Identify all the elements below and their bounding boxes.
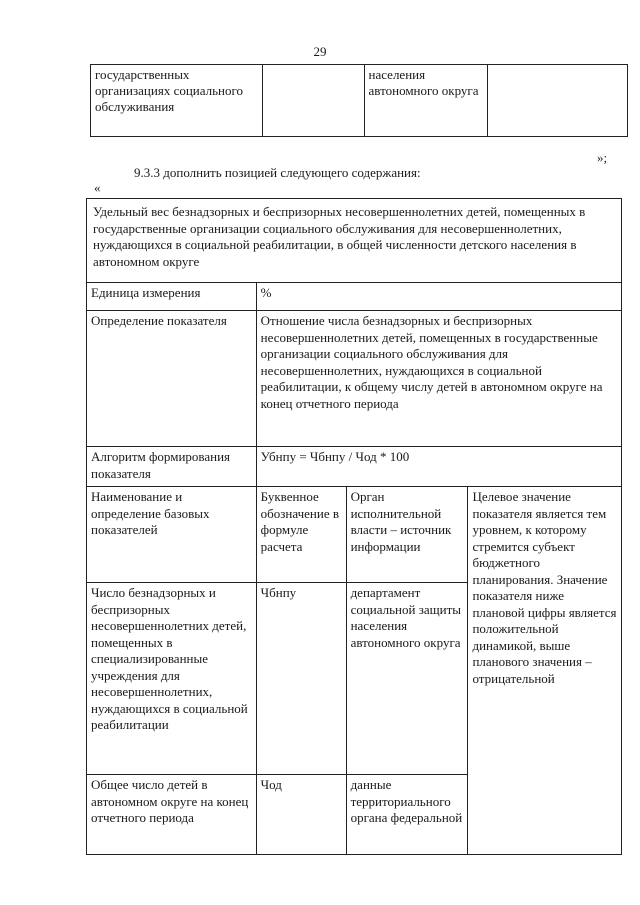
algorithm-label: Алгоритм формирования показателя xyxy=(87,447,257,487)
header-source: Орган исполнительной власти – источник информации xyxy=(346,487,468,583)
unit-value: % xyxy=(256,283,621,311)
definition-label: Определение показателя xyxy=(87,311,257,447)
target-value-note: Целевое значение показателя является тем уровнем, к которому стремится субъект бюджетного планирования. Значение показателя ниже плановой цифры является положительной динамикой, выше планового значения – отрицательной xyxy=(468,487,622,855)
indicator-title: Удельный вес безнадзорных и беспризорных несовершеннолетних детей, помещенных в государственные организации социального обслуживания для несовершеннолетних, нуждающихся в социальной реабилитации, в общей численности детского населения в автономном округе xyxy=(87,199,622,283)
row-name: Общее число детей в автономном округе на конец отчетного периода xyxy=(87,775,257,855)
continued-table xyxy=(90,64,628,137)
definition-value: Отношение числа безнадзорных и беспризорных несовершеннолетних детей, помещенных в государственные организации социального обслуживания для несовершеннолетних, нуждающихся в социальной реабилитации, к общему числу детей в автономном округе на конец отчетного периода xyxy=(256,311,621,447)
continued-cell-empty xyxy=(262,65,364,137)
quote-open: « xyxy=(94,180,101,195)
continued-cell-empty-last xyxy=(488,65,628,137)
row-source: данные территориального органа федеральной xyxy=(346,775,468,855)
row-symbol: Чод xyxy=(256,775,346,855)
continued-cell-population: населения автономного округа xyxy=(364,65,488,137)
section-intro: 9.3.3 дополнить позицией следующего содержания: xyxy=(134,165,421,180)
row-name: Число безнадзорных и беспризорных несовершеннолетних детей, помещенных в специализированные учреждения для несовершеннолетних, нуждающихся в социальной реабилитации xyxy=(87,583,257,775)
row-source: департамент социальной защиты населения автономного округа xyxy=(346,583,468,775)
quote-close: »; xyxy=(597,150,608,165)
row-symbol: Чбнпу xyxy=(256,583,346,775)
algorithm-formula: Убнпу = Чбнпу / Чод * 100 xyxy=(256,447,621,487)
continued-cell-organizations: государственных организациях социального обслуживания xyxy=(91,65,263,137)
header-base-indicators: Наименование и определение базовых показателей xyxy=(87,487,257,583)
indicator-table xyxy=(86,198,622,855)
header-symbol: Буквенное обозначение в формуле расчета xyxy=(256,487,346,583)
unit-label: Единица измерения xyxy=(87,283,257,311)
page-number: 29 xyxy=(313,44,327,59)
